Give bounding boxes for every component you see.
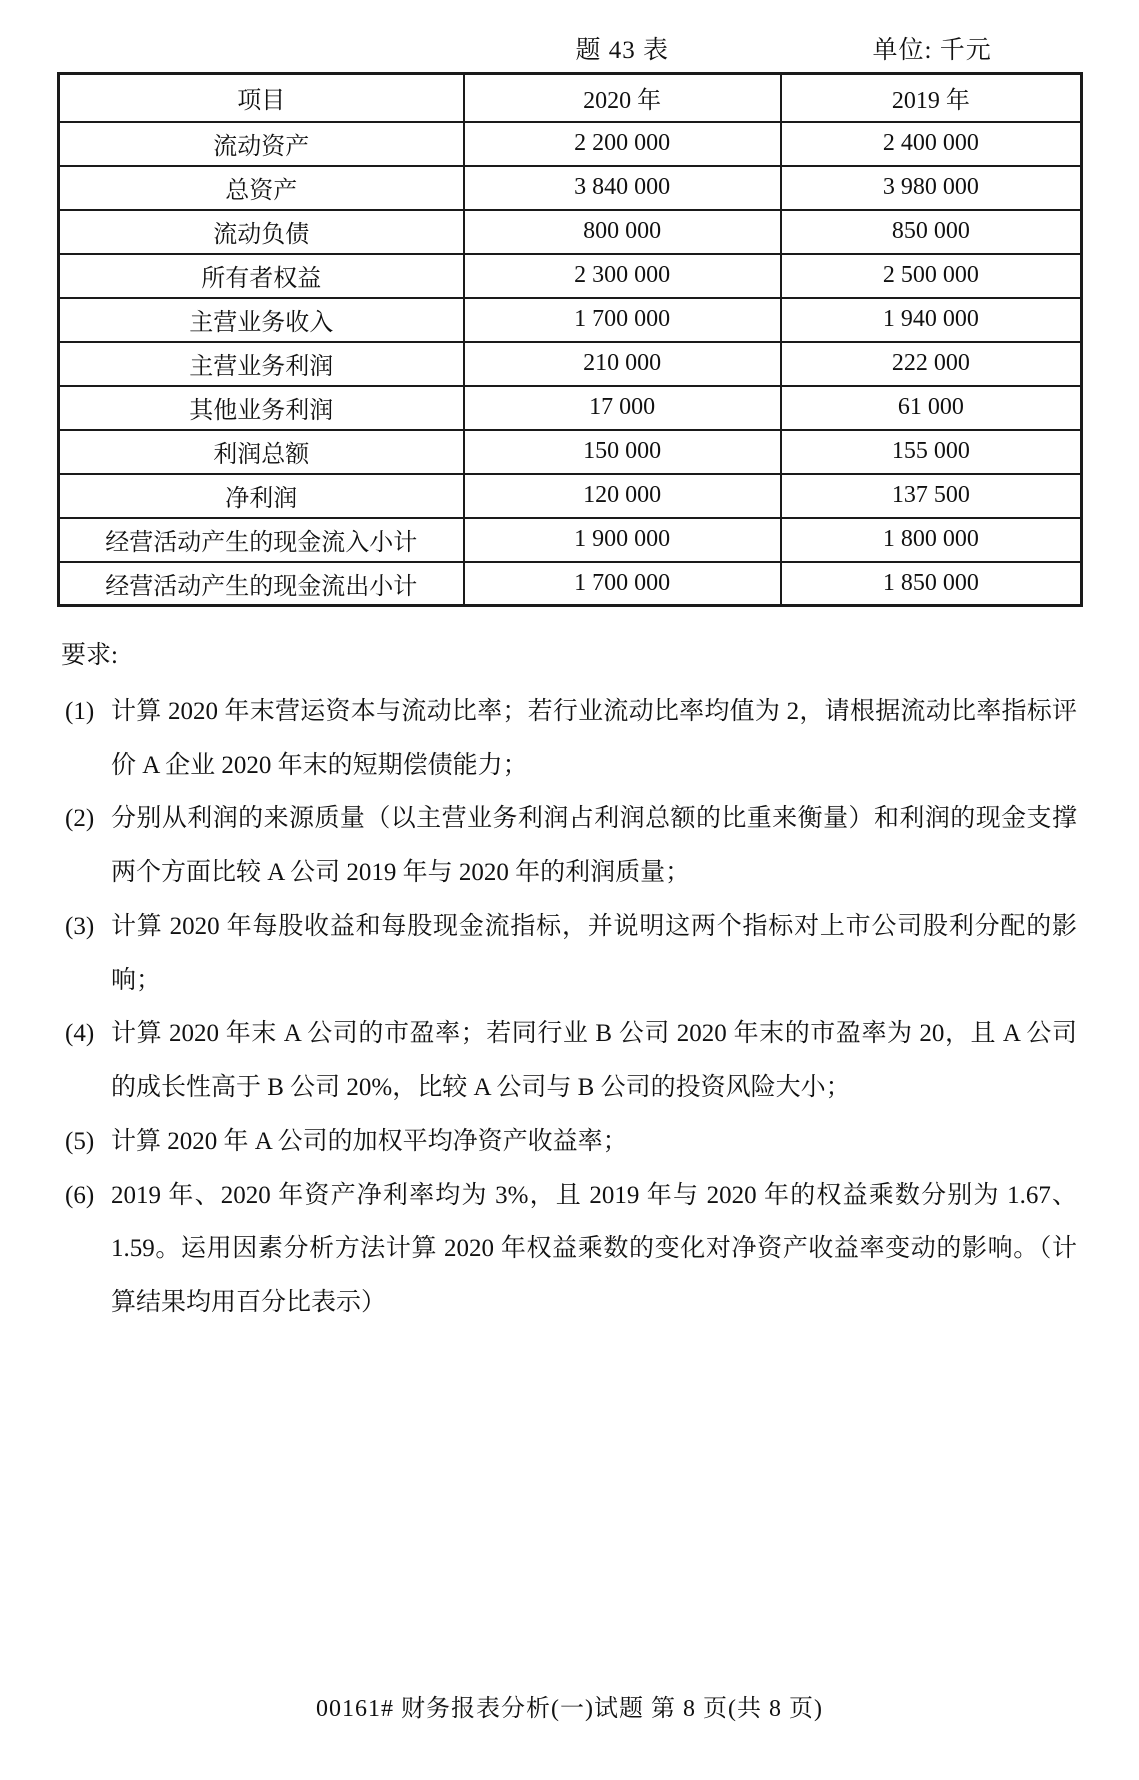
table-row — [59, 210, 1082, 254]
table-row — [59, 298, 1082, 342]
requirement-text: 分别从利润的来源质量（以主营业务利润占利润总额的比重来衡量）和利润的现金支撑两个方面比较 A 公司 2019 年与 2020 年的利润质量； — [111, 805, 1077, 886]
row-2019-value: 1 940 000 — [781, 298, 1082, 342]
requirement-text: 计算 2020 年末营运资本与流动比率；若行业流动比率均值为 2，请根据流动比率指标评价 A 企业 2020 年末的短期偿债能力； — [111, 697, 1077, 779]
table-row — [59, 342, 1082, 386]
row-2020-value: 17 000 — [464, 386, 781, 430]
row-2020-value: 1 700 000 — [464, 562, 781, 606]
row-item-label: 经营活动产生的现金流出小计 — [59, 562, 464, 606]
page-footer: 00161# 财务报表分析(一)试题 第 8 页(共 8 页) — [316, 1696, 823, 1722]
row-2019-value: 2 400 000 — [781, 122, 1082, 166]
row-item-label: 主营业务收入 — [59, 298, 464, 342]
requirement-number: (2) — [65, 805, 95, 833]
row-2019-value: 850 000 — [781, 210, 1082, 254]
row-item-label: 经营活动产生的现金流入小计 — [59, 518, 464, 562]
row-2020-value: 800 000 — [464, 210, 781, 254]
col-header-2019: 2019 年 — [781, 74, 1082, 122]
table-row — [59, 474, 1082, 518]
requirements-label: 要求: — [61, 642, 118, 669]
row-2019-value: 3 980 000 — [781, 166, 1082, 210]
table-header-row — [59, 74, 1082, 122]
requirement-number: (6) — [65, 1181, 95, 1209]
row-2020-value: 2 300 000 — [464, 254, 781, 298]
row-2019-value: 222 000 — [781, 342, 1082, 386]
row-2019-value: 1 850 000 — [781, 562, 1082, 606]
requirement-item-1 — [57, 685, 1077, 793]
row-item-label: 其他业务利润 — [59, 386, 464, 430]
row-2020-value: 120 000 — [464, 474, 781, 518]
row-2019-value: 61 000 — [781, 386, 1082, 430]
table-caption: 题 43 表 — [575, 37, 670, 64]
requirement-item-4 — [57, 1007, 1077, 1115]
row-2019-value: 137 500 — [781, 474, 1082, 518]
requirement-number: (5) — [65, 1127, 95, 1155]
row-item-label: 所有者权益 — [59, 254, 464, 298]
requirement-text: 计算 2020 年末 A 公司的市盈率；若同行业 B 公司 2020 年末的市盈率为 20，且 A 公司的成长性高于 B 公司 20%，比较 A 公司与 B 公司的投资风险大小； — [111, 1020, 1077, 1101]
table-row — [59, 562, 1082, 606]
row-item-label: 净利润 — [59, 474, 464, 518]
row-item-label: 主营业务利润 — [59, 342, 464, 386]
financial-data-table — [57, 72, 1083, 607]
row-2020-value: 2 200 000 — [464, 122, 781, 166]
col-header-2020: 2020 年 — [464, 74, 781, 122]
requirement-text: 计算 2020 年 A 公司的加权平均净资产收益率； — [111, 1127, 628, 1155]
requirement-item-3 — [57, 900, 1077, 1008]
requirement-number: (1) — [65, 697, 95, 725]
row-2019-value: 2 500 000 — [781, 254, 1082, 298]
table-row — [59, 122, 1082, 166]
table-row — [59, 254, 1082, 298]
table-row — [59, 386, 1082, 430]
row-2020-value: 3 840 000 — [464, 166, 781, 210]
requirement-item-5 — [57, 1115, 1077, 1169]
requirement-text: 计算 2020 年每股收益和每股现金流指标，并说明这两个指标对上市公司股利分配的影响； — [111, 912, 1077, 994]
exam-page — [57, 30, 1083, 1330]
row-item-label: 流动负债 — [59, 210, 464, 254]
row-2020-value: 210 000 — [464, 342, 781, 386]
row-item-label: 流动资产 — [59, 122, 464, 166]
row-item-label: 总资产 — [59, 166, 464, 210]
table-row — [59, 518, 1082, 562]
col-header-item: 项目 — [59, 74, 464, 122]
row-2019-value: 155 000 — [781, 430, 1082, 474]
requirement-number: (4) — [65, 1020, 95, 1048]
table-row — [59, 430, 1082, 474]
table-row — [59, 166, 1082, 210]
row-2020-value: 150 000 — [464, 430, 781, 474]
row-2019-value: 1 800 000 — [781, 518, 1082, 562]
table-caption-row — [57, 30, 1083, 66]
table-unit-label: 单位: 千元 — [872, 37, 992, 64]
row-item-label: 利润总额 — [59, 430, 464, 474]
row-2020-value: 1 700 000 — [464, 298, 781, 342]
row-2020-value: 1 900 000 — [464, 518, 781, 562]
requirement-item-6 — [57, 1169, 1077, 1330]
requirements-section — [57, 629, 1083, 1330]
requirement-item-2 — [57, 792, 1077, 900]
requirement-text: 2019 年、2020 年资产净利率均为 3%，且 2019 年与 2020 年的权益乘数分别为 1.67、1.59。运用因素分析方法计算 2020 年权益乘数的变化对净资产收益率变动的影响。（计算结果均用百分比表示） — [111, 1181, 1077, 1316]
requirement-number: (3) — [65, 912, 95, 940]
